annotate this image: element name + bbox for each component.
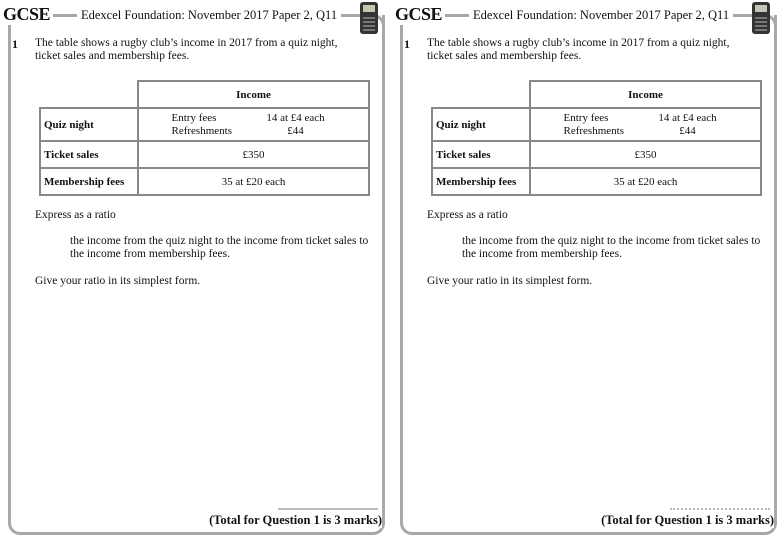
row-label: Quiz night — [432, 108, 530, 141]
question-intro: The table shows a rugby club’s income in 2017 from a quiz night, ticket sales and membership fees. — [427, 37, 730, 62]
row-value: 35 at £20 each — [138, 168, 369, 195]
table-row — [432, 141, 761, 168]
row-value: £350 — [530, 141, 761, 168]
refreshments-value: £44 — [287, 124, 304, 137]
question-number: 1 — [404, 37, 410, 51]
slide-title: Edexcel Foundation: November 2017 Paper 2, Q11 — [77, 8, 341, 23]
income-table — [431, 80, 762, 196]
gcse-logo: GCSE — [395, 4, 445, 25]
refreshments-label: Refreshments — [563, 124, 624, 137]
table-header-income: Income — [138, 81, 369, 108]
instruction-express: Express as a ratio — [35, 209, 116, 221]
answer-line[interactable] — [670, 508, 770, 510]
question-number: 1 — [12, 37, 18, 51]
row-label: Membership fees — [40, 168, 138, 195]
income-table — [39, 80, 370, 196]
total-marks: (Total for Question 1 is 3 marks) — [601, 513, 774, 527]
entry-fees-label: Entry fees — [563, 111, 609, 124]
calculator-icon — [752, 2, 770, 34]
table-row — [40, 108, 369, 141]
slide-title: Edexcel Foundation: November 2017 Paper 2, Q11 — [469, 8, 733, 23]
row-label: Quiz night — [40, 108, 138, 141]
instruction-express: Express as a ratio — [427, 209, 508, 221]
entry-fees-value: 14 at £4 each — [266, 111, 325, 124]
row-value: 35 at £20 each — [530, 168, 761, 195]
row-label: Membership fees — [432, 168, 530, 195]
question-intro: The table shows a rugby club’s income in 2017 from a quiz night, ticket sales and membership fees. — [35, 37, 338, 62]
instruction-simplest: Give your ratio in its simplest form. — [427, 275, 593, 287]
instruction-simplest: Give your ratio in its simplest form. — [35, 275, 201, 287]
question-slide — [392, 0, 780, 540]
table-row — [40, 141, 369, 168]
total-marks: (Total for Question 1 is 3 marks) — [209, 513, 382, 527]
ratio-description: the income from the quiz night to the income from ticket sales to the income from membership fees. — [70, 235, 369, 260]
row-label: Ticket sales — [432, 141, 530, 168]
answer-line[interactable] — [278, 508, 378, 510]
row-label: Ticket sales — [40, 141, 138, 168]
calculator-icon — [360, 2, 378, 34]
row-value: £350 — [138, 141, 369, 168]
table-row — [40, 168, 369, 195]
entry-fees-label: Entry fees — [171, 111, 217, 124]
ratio-description: the income from the quiz night to the income from ticket sales to the income from membership fees. — [462, 235, 761, 260]
entry-fees-value: 14 at £4 each — [658, 111, 717, 124]
gcse-logo: GCSE — [3, 4, 53, 25]
table-row — [432, 108, 761, 141]
refreshments-label: Refreshments — [171, 124, 232, 137]
table-header-income: Income — [530, 81, 761, 108]
table-row — [432, 168, 761, 195]
refreshments-value: £44 — [679, 124, 696, 137]
